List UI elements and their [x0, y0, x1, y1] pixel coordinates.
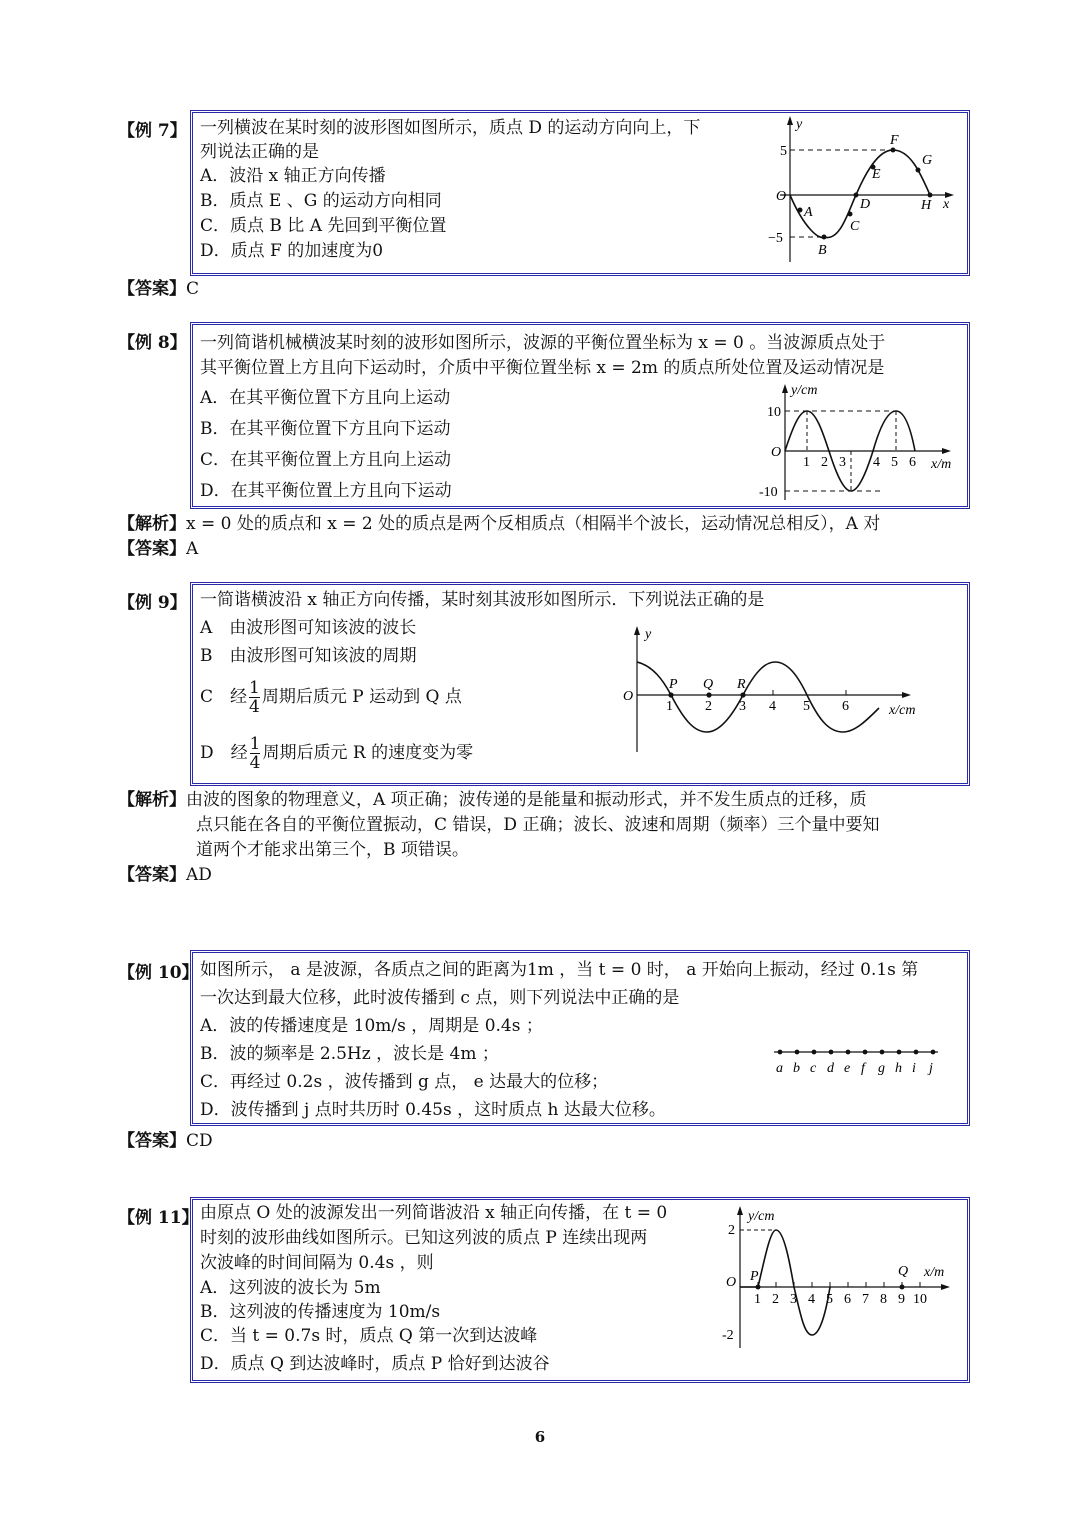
ex8-fig-t4: 4 [873, 455, 880, 470]
ex7-fig-H: H [921, 198, 932, 213]
ex8-question-line2: 其平衡位置上方且向下运动时，介质中平衡位置坐标 x = 2m 的质点所处位置及运动情况是 [200, 358, 885, 378]
ex11-option-c: C．当 t = 0.7s 时，质点 Q 第一次到达波峰 [200, 1326, 538, 1346]
ex8-answer [118, 537, 198, 561]
ex7-wave-figure [760, 112, 960, 272]
ex11-fig-o: O [726, 1275, 737, 1290]
ex10-point-i [914, 1050, 919, 1055]
ex11-fig-Q: Q [898, 1264, 909, 1279]
ex9-c-frac-num: 1 [249, 678, 260, 698]
page-number: 6 [534, 1428, 546, 1446]
ex7-option-d: D．质点 F 的加速度为0 [200, 241, 384, 261]
ex7-fig-o: O [776, 189, 787, 204]
ex9-option-c [200, 678, 462, 716]
ex8-option-c: C．在其平衡位置上方且向上运动 [200, 450, 452, 470]
ex7-option-c: C．质点 B 比 A 先回到平衡位置 [200, 216, 447, 236]
ex10-answer [118, 1129, 213, 1153]
ex11-fig-P: P [750, 1269, 759, 1284]
ex7-question-line1: 一列横波在某时刻的波形图如图所示，质点 D 的运动方向向上，下 [200, 118, 701, 138]
ex8-option-b: B．在其平衡位置下方且向下运动 [200, 419, 451, 439]
ex8-fig-m10: -10 [759, 485, 778, 500]
ex11-wave-figure [718, 1202, 958, 1352]
ex10-point-label-i: i [912, 1061, 916, 1076]
ex10-point-a [778, 1050, 783, 1055]
ex10-tag: 【例 10】 [118, 963, 199, 983]
ex9-d-frac-den: 4 [249, 753, 261, 773]
ex10-option-a: A．波的传播速度是 10m/s ，周期是 0.4s ； [200, 1016, 543, 1036]
ex7-fig-F: F [890, 133, 899, 148]
ex11-option-a: A．这列波的波长为 5m [200, 1278, 381, 1298]
ex9-option-c-fraction [249, 679, 260, 716]
ex9-analysis-line1 [118, 788, 867, 812]
ex9-fig-t3: 3 [739, 699, 746, 714]
ex7-fig-A: A [804, 205, 813, 220]
ex9-c-frac-den: 4 [249, 697, 260, 717]
ex8-fig-t1: 1 [803, 455, 810, 470]
ex8-question-line1: 一列简谐机械横波某时刻的波形如图所示，波源的平衡位置坐标为 x = 0 。当波源质点处于 [200, 333, 886, 353]
ex9-fig-Q: Q [703, 677, 714, 692]
ex9-answer-value: AD [186, 865, 212, 885]
ex9-fig-t1: 1 [666, 699, 673, 714]
ex11-fig-tick-label-2: 2 [772, 1292, 779, 1307]
ex11-fig-tick-label-8: 8 [880, 1292, 887, 1307]
ex10-option-b: B．波的频率是 2.5Hz ，波长是 4m ； [200, 1044, 499, 1064]
ex8-answer-value: A [186, 539, 199, 559]
ex10-point-j [931, 1050, 936, 1055]
ex8-option-a: A．在其平衡位置下方且向上运动 [200, 388, 451, 408]
ex11-fig-tick-label-7: 7 [862, 1292, 869, 1307]
ex9-option-d [200, 734, 473, 772]
ex7-answer [118, 277, 199, 301]
ex9-answer [118, 863, 212, 887]
ex7-fig-B: B [818, 243, 827, 258]
ex8-fig-t2: 2 [821, 455, 828, 470]
ex11-fig-x: x/m [924, 1265, 945, 1280]
ex11-question-line1: 由原点 O 处的波源发出一列简谐波沿 x 轴正向传播，在 t = 0 [200, 1203, 668, 1223]
ex11-question-line3: 次波峰的时间间隔为 0.4s ，则 [200, 1253, 434, 1273]
ex9-tag: 【例 9】 [118, 593, 187, 613]
ex10-points-figure [770, 1040, 950, 1080]
ex10-point-label-f: f [861, 1061, 865, 1076]
ex9-fig-x: x/cm [889, 703, 916, 718]
ex10-point-e [846, 1050, 851, 1055]
ex10-point-b [795, 1050, 800, 1055]
ex10-point-label-e: e [844, 1061, 851, 1076]
ex11-question-line2: 时刻的波形曲线如图所示。已知这列波的质点 P 连续出现两 [200, 1228, 648, 1248]
ex7-question-line2: 列说法正确的是 [200, 142, 319, 162]
ex9-option-a: A 由波形图可知该波的波长 [200, 618, 417, 638]
ex7-fig-5: 5 [780, 144, 787, 159]
ex10-point-f [863, 1050, 868, 1055]
ex9-analysis-line3: 道两个才能求出第三个，B 项错误。 [196, 840, 469, 860]
ex10-option-c: C．再经过 0.2s ，波传播到 g 点， e 达最大的位移； [200, 1072, 609, 1092]
ex10-answer-label: 【答案】 [118, 1131, 186, 1151]
ex7-fig-x: x [943, 197, 950, 212]
ex10-point-label-j: j [929, 1061, 933, 1076]
ex9-fig-t4: 4 [769, 699, 776, 714]
ex11-fig-2: 2 [728, 1223, 735, 1238]
ex10-point-label-d: d [827, 1061, 834, 1076]
ex10-point-c [812, 1050, 817, 1055]
ex9-option-d-post: 周期后质元 R 的速度变为零 [262, 743, 474, 763]
ex7-option-b: B．质点 E 、G 的运动方向相同 [200, 191, 442, 211]
ex10-option-d: D．波传播到 j 点时共历时 0.45s ，这时质点 h 达最大位移。 [200, 1100, 666, 1120]
ex11-fig-m2: -2 [722, 1328, 734, 1343]
ex8-analysis-label: 【解析】 [118, 514, 186, 534]
ex10-point-label-b: b [793, 1061, 800, 1076]
ex7-fig-C: C [850, 219, 860, 234]
ex9-fig-R: R [737, 677, 746, 692]
ex9-fig-t6: 6 [842, 699, 849, 714]
ex8-fig-t3: 3 [839, 455, 846, 470]
ex10-point-h [897, 1050, 902, 1055]
ex11-fig-tick-label-4: 4 [808, 1292, 815, 1307]
ex11-fig-y: y/cm [748, 1209, 775, 1224]
ex11-fig-tick-label-1: 1 [754, 1292, 761, 1307]
ex8-fig-t5: 5 [891, 455, 898, 470]
ex8-wave-figure [755, 380, 955, 505]
ex7-fig-D: D [860, 197, 871, 212]
ex10-point-label-a: a [776, 1061, 783, 1076]
ex7-option-a: A．波沿 x 轴正方向传播 [200, 166, 386, 186]
ex8-fig-o: O [771, 445, 782, 460]
ex11-fig-tick-label-10: 10 [913, 1292, 927, 1307]
ex9-option-c-pre: C 经 [200, 687, 248, 707]
ex7-fig-y: y [796, 117, 803, 132]
ex9-question-line1: 一简谐横波沿 x 轴正方向传播，某时刻其波形如图所示．下列说法正确的是 [200, 590, 765, 610]
ex9-option-d-pre: D 经 [200, 743, 248, 763]
ex7-tag: 【例 7】 [118, 121, 187, 141]
ex7-answer-label: 【答案】 [118, 279, 186, 299]
ex8-fig-y: y/cm [791, 383, 818, 398]
ex7-fig-E: E [872, 167, 881, 182]
ex8-answer-label: 【答案】 [118, 539, 186, 559]
ex11-fig-tick-label-6: 6 [844, 1292, 851, 1307]
ex11-fig-tick-label-3: 3 [790, 1292, 797, 1307]
ex11-fig-tick-label-5: 5 [826, 1292, 833, 1307]
ex9-analysis-line2: 点只能在各自的平衡位置振动，C 错误，D 正确；波长、波速和周期（频率）三个量中要知 [196, 815, 880, 835]
ex9-analysis-text1: 由波的图象的物理意义，A 项正确；波传递的是能量和振动形式，并不发生质点的迁移，质 [186, 790, 867, 810]
ex9-fig-t5: 5 [803, 699, 810, 714]
ex9-fig-t2: 2 [705, 699, 712, 714]
ex8-fig-10: 10 [767, 405, 781, 420]
ex8-analysis-text: x = 0 处的质点和 x = 2 处的质点是两个反相质点（相隔半个波长，运动情况总相反），A 对 [186, 514, 881, 534]
ex10-point-label-h: h [895, 1061, 902, 1076]
ex10-point-d [829, 1050, 834, 1055]
ex10-point-g [880, 1050, 885, 1055]
ex10-answer-value: CD [186, 1131, 213, 1151]
ex8-fig-t6: 6 [909, 455, 916, 470]
ex9-option-c-post: 周期后质元 P 运动到 Q 点 [261, 687, 462, 707]
ex9-option-b: B 由波形图可知该波的周期 [200, 646, 417, 666]
ex9-fig-o: O [623, 689, 634, 704]
ex8-analysis [118, 512, 880, 536]
ex10-question-line1: 如图所示， a 是波源，各质点之间的距离为1m ，当 t = 0 时， a 开始向上振动，经过 0.1s 第 [200, 960, 919, 980]
ex11-tag: 【例 11】 [118, 1208, 199, 1228]
ex9-answer-label: 【答案】 [118, 865, 186, 885]
ex10-question-line2: 一次达到最大位移，此时波传播到 c 点，则下列说法中正确的是 [200, 988, 680, 1008]
ex11-option-d: D．质点 Q 到达波峰时，质点 P 恰好到达波谷 [200, 1354, 550, 1374]
ex11-option-b: B．这列波的传播速度为 10m/s [200, 1302, 441, 1322]
ex8-option-d: D．在其平衡位置上方且向下运动 [200, 481, 452, 501]
ex9-wave-figure [615, 622, 925, 757]
ex8-tag: 【例 8】 [118, 333, 187, 353]
ex7-answer-value: C [186, 279, 200, 299]
ex9-analysis-label: 【解析】 [118, 790, 186, 810]
ex11-fig-tick-label-9: 9 [898, 1292, 905, 1307]
ex7-fig-G: G [922, 153, 933, 168]
ex10-point-label-g: g [878, 1061, 885, 1076]
ex7-fig-m5: −5 [768, 231, 783, 246]
ex9-fig-y: y [645, 627, 652, 642]
ex9-option-d-fraction [250, 735, 261, 772]
ex9-fig-P: P [669, 677, 678, 692]
ex8-fig-x: x/m [931, 457, 952, 472]
ex10-point-label-c: c [810, 1061, 817, 1076]
ex9-d-frac-num: 1 [249, 734, 261, 754]
